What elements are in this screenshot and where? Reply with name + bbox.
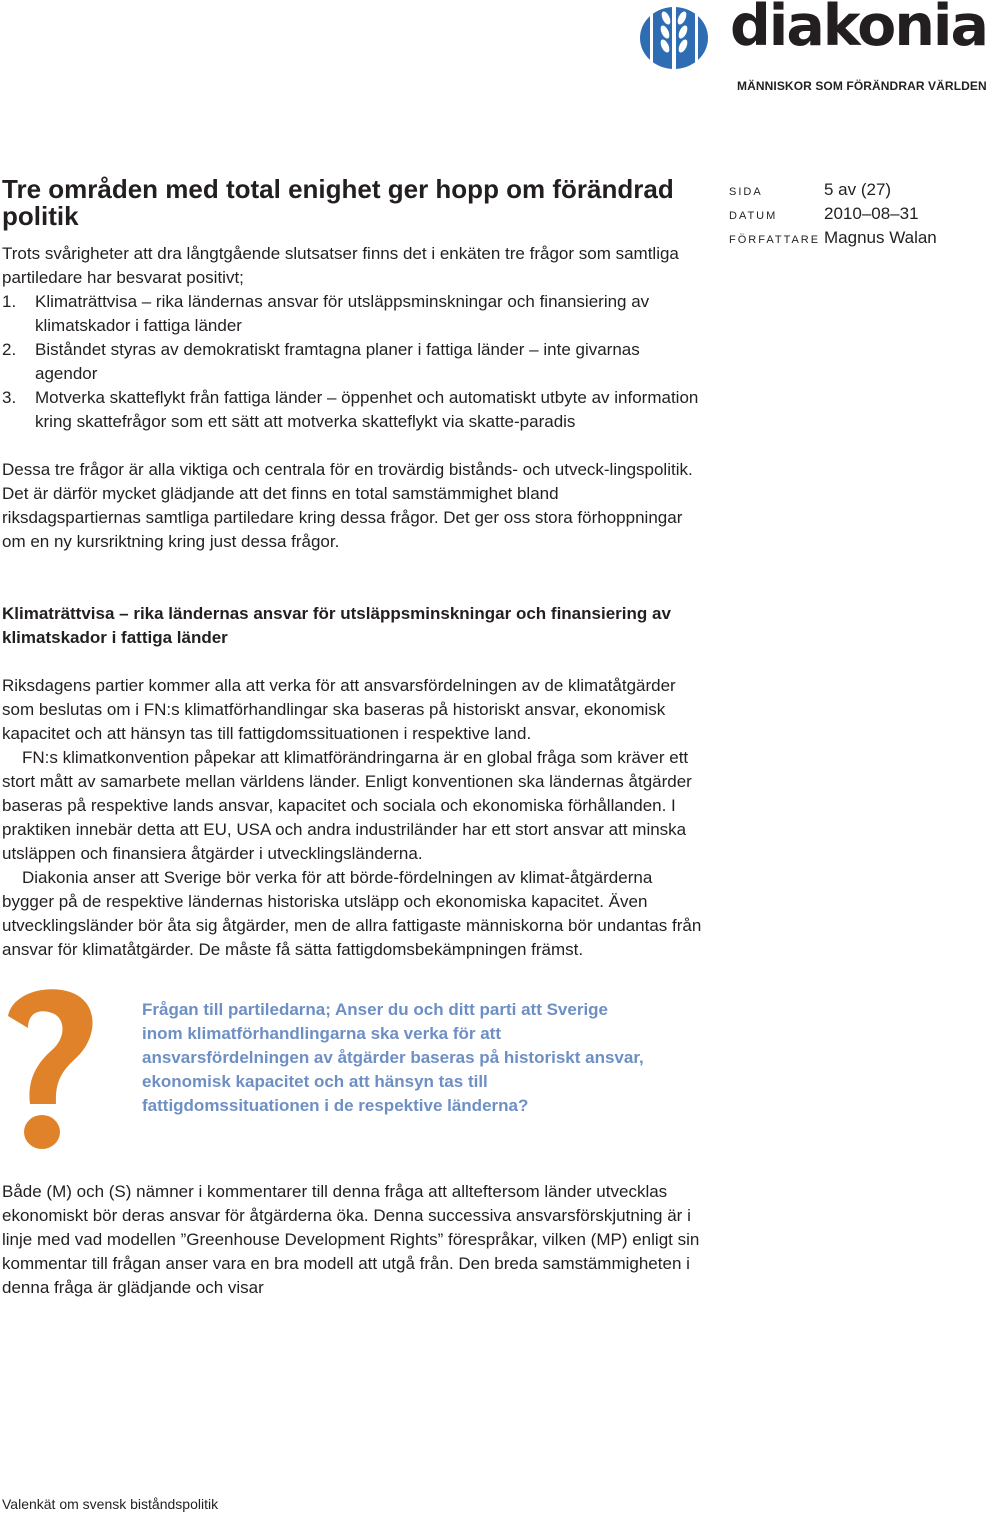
section2-paragraph: Diakonia anser att Sverige bör verka för att börde-fördelningen av klimat-åtgärderna bygger på de respektive ländernas historiska utsläpp och ekonomiska kapacitet. Även utvecklingsländer bör åta sig åtgärder, men de allra fattigaste människorna bör undantas från ansvar för klimatåtgärder. De måste få sätta fattigdomsbekämpningen främst. [2, 868, 702, 959]
list-item-number: 2. [2, 340, 17, 359]
question-callout [0, 986, 702, 1156]
list-item-number: 1. [2, 292, 17, 311]
list-item-text: Motverka skatteflykt från fattiga länder – öppenhet och automatiskt utbyte av information kring skattefrågor som ett sätt att motverka skatteflykt via skatte-paradis [35, 388, 699, 431]
question-mark-icon [0, 986, 100, 1151]
page-footer: Valenkät om svensk biståndspolitik [2, 1496, 219, 1512]
meta-page-value: 5 av (27) [824, 180, 892, 199]
section1-heading: Tre områden med total enighet ger hopp om förändrad politik [2, 174, 674, 231]
section2-paragraph: FN:s klimatkonvention påpekar att klimatförändringarna är en global fråga som kräver ett stort mått av samarbete mellan världens länder. Enligt konventionen ska ländernas åtgärder baseras på respektive lands ansvar, kapacitet och sociala och ekonomiska förhållanden. I praktiken innebär detta att EU, USA och andra industriländer har ett stort ansvar att minska utsläppen och finansiera åtgärder i utvecklingsländerna. [2, 748, 692, 863]
section2-heading: Klimaträttvisa – rika ländernas ansvar för utsläppsminskningar och finansiering av klimatskador i fattiga länder [2, 604, 671, 647]
diakonia-logo [636, 0, 987, 96]
meta-author-value: Magnus Walan [824, 228, 937, 247]
wheat-globe-icon [636, 4, 720, 74]
meta-page-row [729, 180, 960, 204]
meta-page-label: SIDA [729, 186, 763, 198]
logo-tagline: MÄNNISKOR SOM FÖRÄNDRAR VÄRLDEN [737, 79, 987, 93]
meta-date-label: DATUM [729, 210, 778, 222]
list-item [2, 290, 702, 338]
document-body [2, 176, 702, 1300]
list-item-text: Klimaträttvisa – rika ländernas ansvar för utsläppsminskningar och finansiering av klimatskador i fattiga länder [35, 292, 650, 335]
list-item-text: Biståndet styras av demokratiskt framtagna planer i fattiga länder – inte givarnas agendor [35, 340, 640, 383]
document-meta [729, 180, 960, 252]
meta-author-row [729, 228, 960, 252]
meta-date-row [729, 204, 960, 228]
section1-summary: Dessa tre frågor är alla viktiga och centrala för en trovärdig bistånds- och utveck-lingspolitik. Det är därför mycket glädjande att det finns en total samstämmighet bland riksdagspartiernas samtliga partiledare kring dessa frågor. Det ger oss stora förhoppningar om en ny kursriktning kring just dessa frågor. [2, 460, 693, 551]
meta-author-label: FÖRFATTARE [729, 234, 821, 246]
list-item-number: 3. [2, 388, 17, 407]
list-item [2, 386, 702, 434]
section2-paragraph: Riksdagens partier kommer alla att verka för att ansvarsfördelningen av de klimatåtgärder som beslutas om i FN:s klimatförhandlingar ska baseras på historiskt ansvar, ekonomisk kapacitet och att hänsyn tas till fattigdomssituationen i respektive land. [2, 676, 676, 743]
question-text: Frågan till partiledarna; Anser du och ditt parti att Sverige inom klimatförhandlingarna ska verka för att ansvarsfördelningen av åtgärder baseras på historiskt ansvar, ekonomisk kapacitet och att hänsyn tas till fattigdomssituationen i de respektive länderna? [142, 1000, 644, 1115]
section2-closing: Både (M) och (S) nämner i kommentarer till denna fråga att allteftersom länder utvecklas ekonomiskt bör deras ansvar för åtgärderna öka. Denna successiva ansvarsförskjutning är i linje med vad modellen ”Greenhouse Development Rights” förespråkar, vilken (MP) enligt sin kommentar till frågan anser vara en bra modell att utgå från. Den breda samstämmigheten i denna fråga är glädjande och visar [2, 1182, 700, 1297]
list-item [2, 338, 702, 386]
logo-wordmark: diakonia [730, 0, 987, 59]
section1-intro: Trots svårigheter att dra långtgående slutsatser finns det i enkäten tre frågor som samtliga partiledare har besvarat positivt; [2, 244, 679, 287]
meta-date-value: 2010–08–31 [824, 204, 919, 223]
consensus-list [2, 290, 702, 434]
